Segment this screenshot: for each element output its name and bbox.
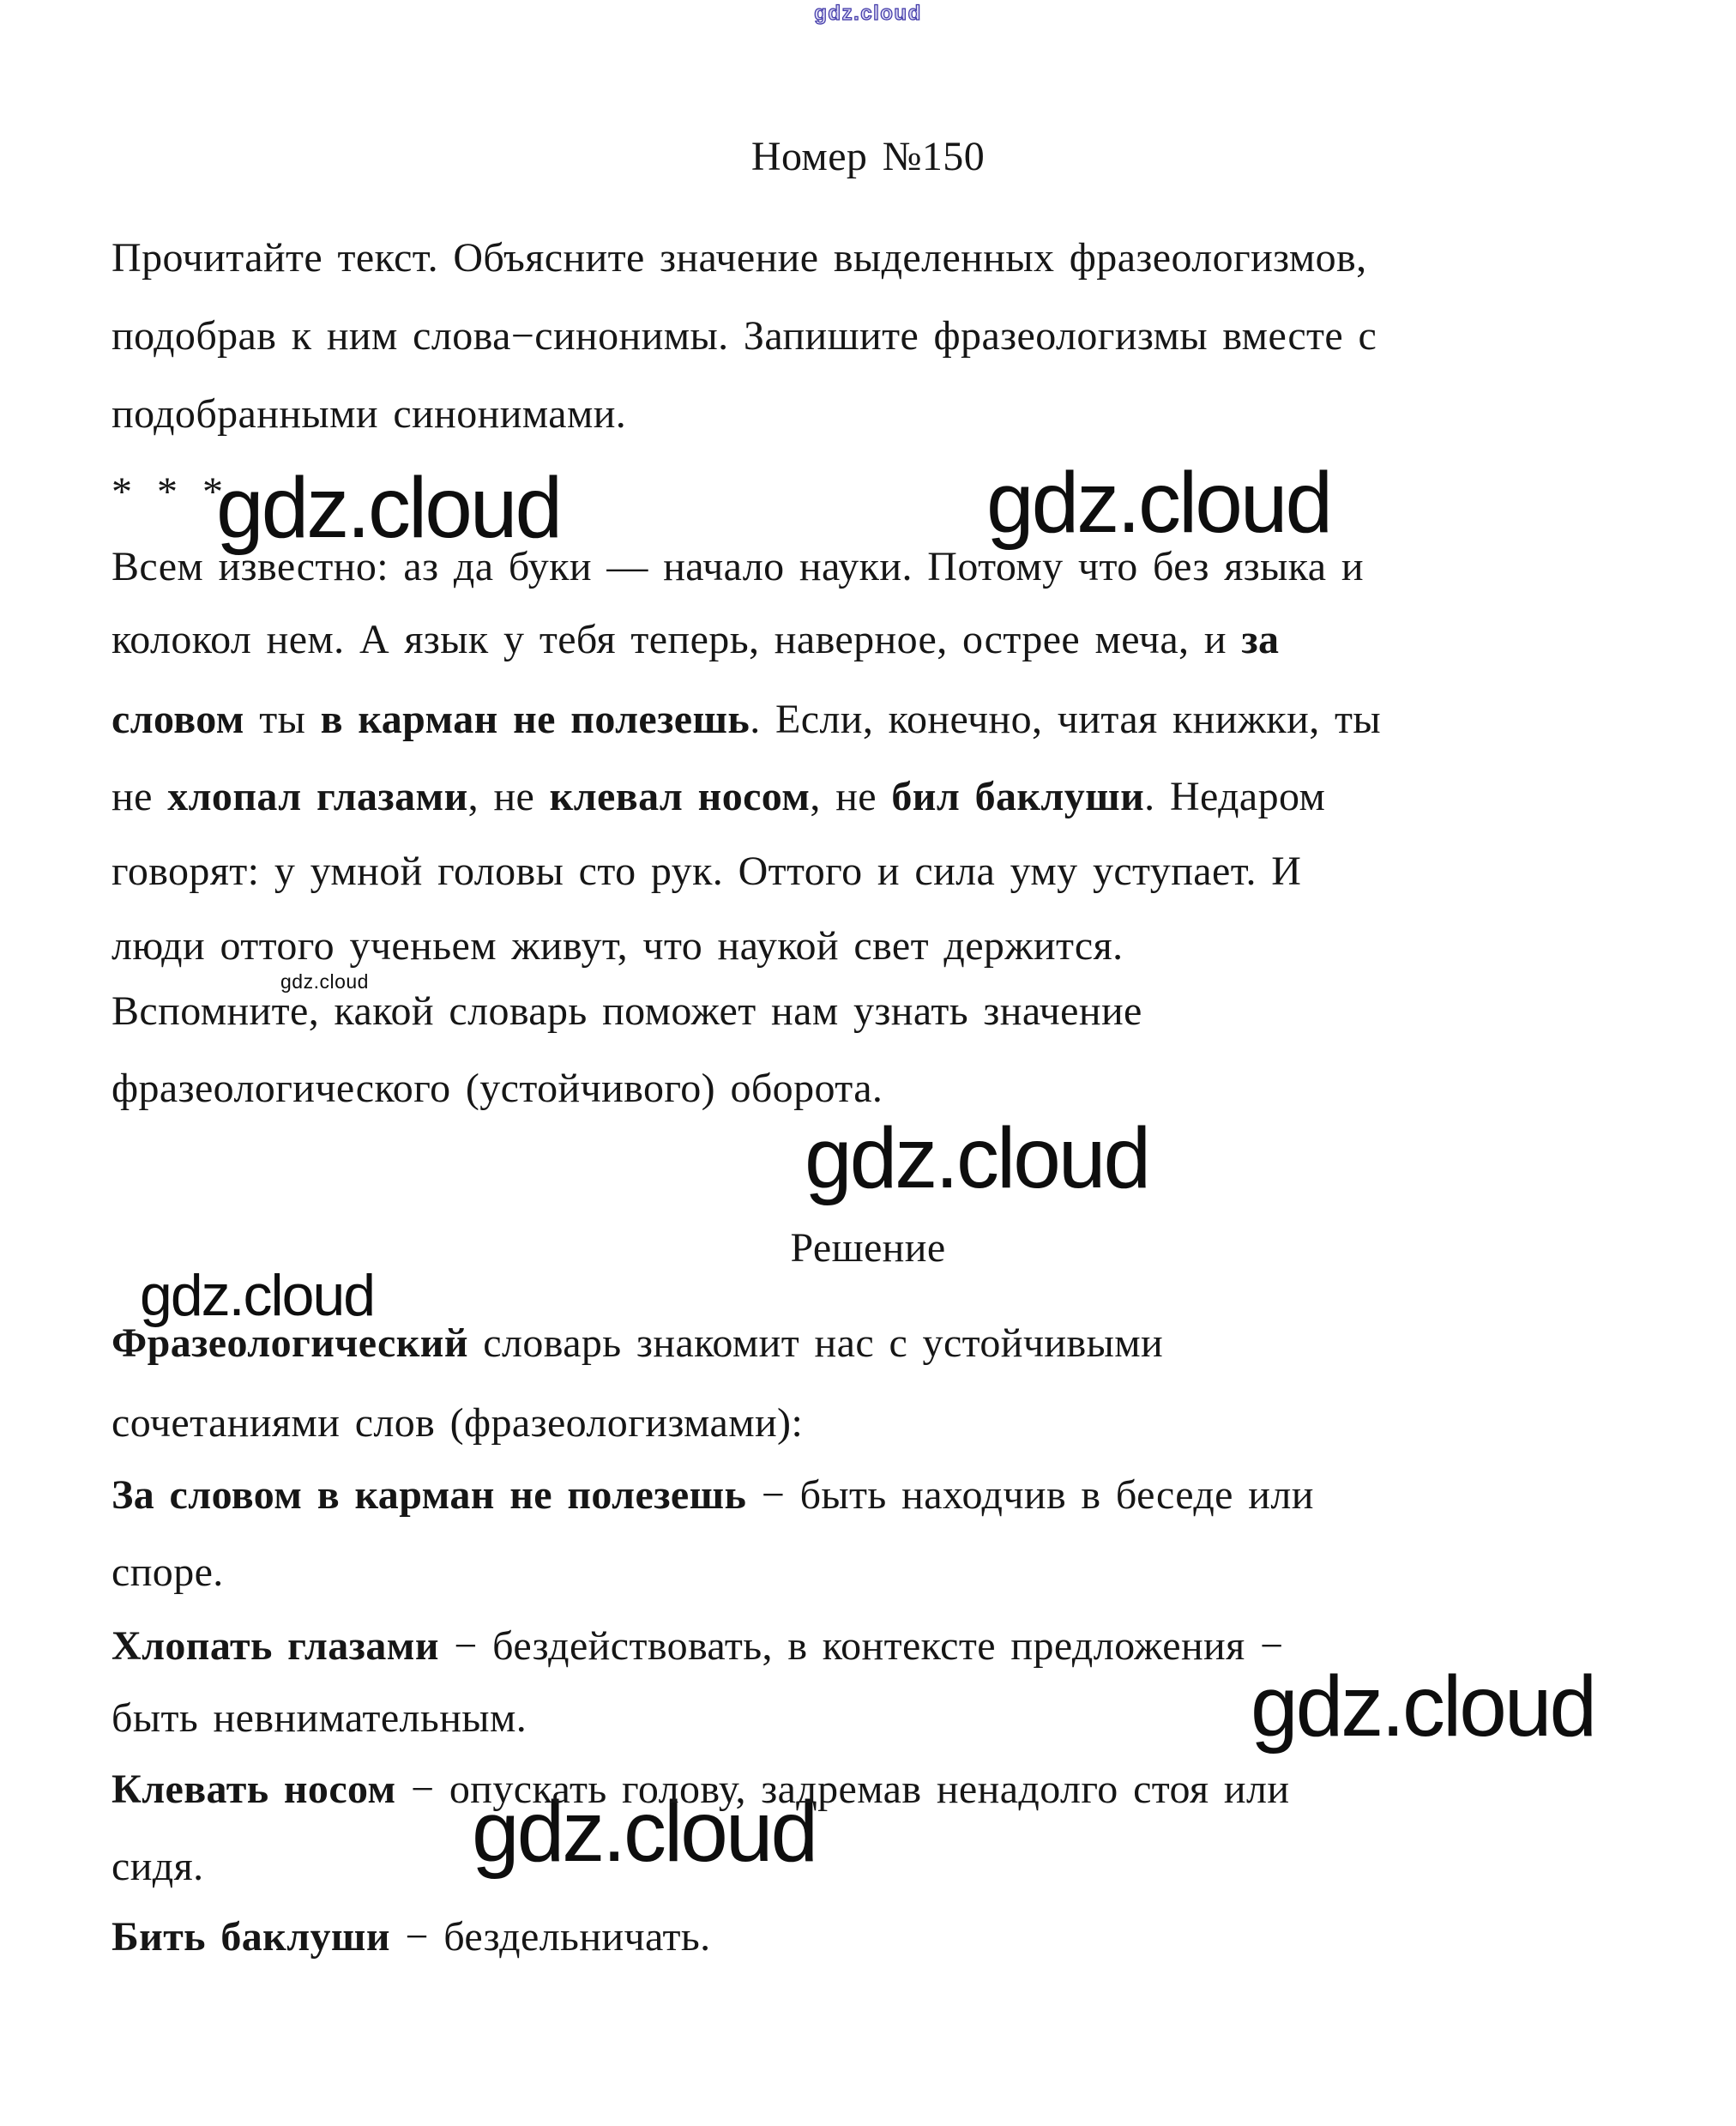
watermark-brand: gdz.cloud: [216, 460, 561, 556]
solution-line: За словом в карман не полезешь − быть находчив в беседе или: [112, 1472, 1314, 1518]
solution-line: Бить баклуши − бездельничать.: [112, 1914, 711, 1960]
watermark-brand-small: gdz.cloud: [280, 970, 369, 993]
solution-line: Клевать носом − опускать голову, задремав ненадолго стоя или: [112, 1767, 1290, 1812]
body-line: не хлопал глазами, не клевал носом, не бил баклуши. Недаром: [112, 774, 1326, 819]
solution-line: споре.: [112, 1549, 224, 1595]
body-line: Вспомните, какой словарь поможет нам узнать значение: [112, 988, 1142, 1034]
page-title: Номер №150: [750, 134, 986, 179]
intro-line: подобрав к ним слова−синонимы. Запишите фразеологизмы вместе с: [112, 313, 1377, 359]
solution-line: Хлопать глазами − бездействовать, в контексте предложения −: [112, 1623, 1284, 1669]
body-line: Всем известно: аз да буки — начало науки. Потому что без языка и: [112, 544, 1364, 589]
solution-line: Фразеологический словарь знакомит нас с устойчивыми: [112, 1320, 1164, 1366]
intro-line: Прочитайте текст. Объясните значение выделенных фразеологизмов,: [112, 235, 1367, 281]
body-line: колокол нем. А язык у тебя теперь, наверное, острее меча, и за: [112, 617, 1280, 662]
solution-heading: Решение: [790, 1225, 946, 1271]
body-line: говорят: у умной головы сто рук. Оттого и сила уму уступает. И: [112, 849, 1302, 894]
solution-line: сидя.: [112, 1844, 204, 1889]
watermark-brand: gdz.cloud: [472, 1784, 817, 1880]
watermark-brand: gdz.cloud: [805, 1110, 1149, 1206]
intro-line: подобранными синонимами.: [112, 391, 627, 437]
watermark-brand: gdz.cloud: [140, 1263, 375, 1328]
watermark-top-brand: gdz.cloud: [814, 2, 922, 25]
stars-separator: * * *: [112, 469, 228, 515]
solution-line: быть невнимательным.: [112, 1695, 527, 1741]
watermark-brand: gdz.cloud: [1251, 1658, 1595, 1755]
solution-line: сочетаниями слов (фразеологизмами):: [112, 1400, 804, 1446]
body-line: фразеологического (устойчивого) оборота.: [112, 1066, 883, 1111]
body-line: словом ты в карман не полезешь. Если, конечно, читая книжки, ты: [112, 697, 1382, 742]
body-line: люди оттого ученьем живут, что наукой свет держится.: [112, 923, 1124, 969]
watermark-brand: gdz.cloud: [986, 455, 1331, 551]
